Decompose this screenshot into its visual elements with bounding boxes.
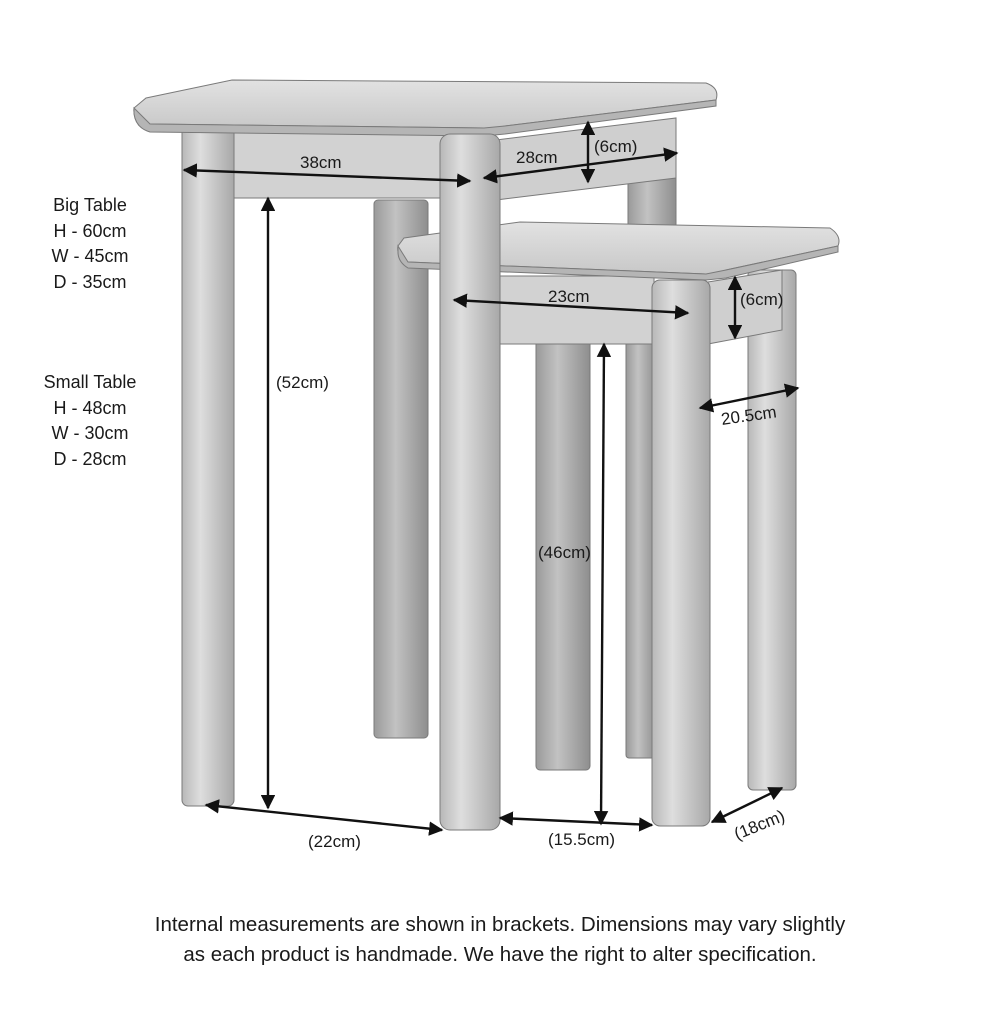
label-small-internal-height: (46cm) — [538, 543, 591, 562]
small-table-depth: D - 28cm — [53, 448, 127, 469]
label-small-floor-depth: (18cm) — [731, 806, 788, 844]
small-table-title: Small Table — [43, 372, 137, 392]
big-table-front-right-leg — [440, 134, 500, 830]
big-table-title: Big Table — [53, 195, 127, 215]
label-small-apron-height: (6cm) — [740, 290, 784, 309]
small-table-width: W - 30cm — [51, 423, 129, 443]
small-table-front-right-leg — [652, 280, 710, 826]
disclaimer-line-1: Internal measurements are shown in brackets. Dimensions may vary slightly — [154, 913, 846, 936]
label-small-apron-width: 23cm — [548, 287, 590, 306]
label-small-depth: 20.5cm — [719, 402, 778, 429]
big-table-height: H - 60cm — [53, 220, 127, 241]
label-big-apron-width: 38cm — [300, 153, 342, 172]
disclaimer-line-2: as each product is handmade. We have the right to alter specification. — [183, 943, 817, 966]
label-big-apron-depth: 28cm — [516, 148, 558, 167]
small-table-back-right-leg — [748, 270, 796, 790]
small-table-spec — [20, 370, 160, 472]
label-big-internal-height: (52cm) — [276, 373, 329, 392]
disclaimer — [0, 910, 1000, 970]
small-table-height: H - 48cm — [53, 397, 127, 418]
big-table-spec — [20, 193, 160, 295]
big-table-back-left-leg — [374, 200, 428, 738]
arrow-small-internal-height — [601, 344, 604, 824]
arrow-big-floor-width — [206, 805, 442, 830]
arrow-small-floor-width — [500, 818, 652, 825]
label-big-apron-height: (6cm) — [594, 137, 638, 156]
label-big-floor-width: (22cm) — [308, 832, 361, 851]
big-table-front-left-leg — [182, 126, 234, 806]
big-table-width: W - 45cm — [51, 246, 129, 266]
big-table-depth: D - 35cm — [53, 271, 127, 292]
label-small-floor-width: (15.5cm) — [548, 830, 616, 849]
big-table-top — [134, 80, 717, 128]
